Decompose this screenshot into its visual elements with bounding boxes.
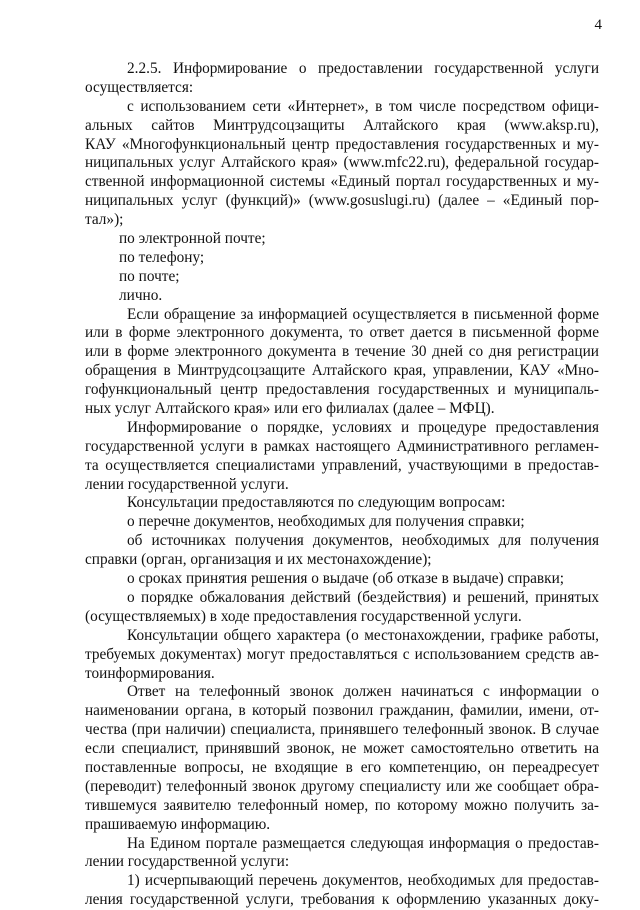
text-line: по почте;: [119, 267, 180, 285]
text-line: (осуществляемых) в ходе предоставления государственной услуги.: [85, 607, 522, 625]
text-line: тившемуся заявителю телефонный номер, по которому можно получить за‑: [85, 796, 599, 814]
text-line: обращения в Минтрудсоцзащите Алтайского края, управлении, КАУ «Мно‑: [85, 362, 599, 380]
text-line: ственной информационной системы «Единый портал государственных и му‑: [85, 173, 599, 191]
text-line: с использованием сети «Интернет», в том числе посредством офици‑: [127, 97, 599, 115]
text-line: Информирование о порядке, условиях и процедуре предоставления: [127, 418, 599, 436]
text-line: по телефону;: [119, 248, 205, 266]
text-line: (переводит) телефонный звонок другому специалисту или же сообщает обра‑: [85, 777, 599, 795]
text-line: если специалист, принявший звонок, не может самостоятельно ответить на: [85, 740, 599, 758]
text-line: альных сайтов Минтрудсоцзащиты Алтайского края (www.aksp.ru),: [85, 116, 599, 134]
text-line: или в форме электронного документа, то ответ дается в письменной форме: [85, 324, 599, 342]
text-line: 2.2.5. Информирование о предоставлении государственной услуги: [127, 60, 599, 77]
text-line: Если обращение за информацией осуществляется в письменной форме: [127, 305, 599, 323]
text-line: КАУ «Многофункциональный центр предоставления государственных и му‑: [85, 135, 599, 153]
text-line: о порядке обжалования действий (бездействия) и решений, принятых: [127, 588, 599, 606]
text-line: чества (при наличии) специалиста, принявшего телефонный звонок. В случае: [85, 721, 599, 739]
text-line: гофункциональный центр предоставления государственных и муниципаль‑: [85, 381, 599, 399]
text-line: тал»);: [85, 211, 124, 229]
text-line: ных услуг Алтайского края» или его филиалах (далее – МФЦ).: [85, 400, 495, 418]
text-line: 1) исчерпывающий перечень документов, необходимых для предостав‑: [127, 872, 599, 890]
text-line: или в форме электронного документа в течение 30 дней со дня регистрации: [85, 343, 599, 361]
text-line: по электронной почте;: [119, 230, 266, 248]
text-line: лично.: [119, 286, 163, 304]
text-line: осуществляется:: [85, 78, 194, 96]
text-line: На Едином портале размещается следующая информация о предостав‑: [127, 834, 599, 852]
text-line: ниципальных услуг (функций)» (www.gosuslugi.ru) (далее – «Единый пор‑: [85, 192, 599, 210]
body-text: [85, 60, 599, 910]
text-line: лении государственной услуги:: [85, 853, 290, 871]
text-line: ниципальных услуг Алтайского края» (www.mfc22.ru), федеральной государ‑: [85, 154, 599, 172]
text-line: Консультации общего характера (о местонахождении, графике работы,: [127, 626, 599, 644]
text-line: о перечне документов, необходимых для получения справки;: [127, 513, 525, 531]
text-line: прашиваемую информацию.: [85, 815, 271, 833]
text-line: требуемых документах) могут предоставляться с использованием средств ав‑: [85, 645, 599, 663]
text-line: тоинформирования.: [85, 664, 215, 682]
text-line: справки (орган, организация и их местонахождение);: [85, 551, 432, 569]
text-line: Ответ на телефонный звонок должен начинаться с информации о: [127, 683, 599, 701]
text-line: поставленные вопросы, не входящие в его компетенцию, он переадресует: [85, 758, 599, 776]
page-number: 4: [594, 17, 602, 33]
text-line: та осуществляется специалистами управлений, участвующими в предостав‑: [85, 456, 599, 474]
text-line: лении государственной услуги.: [85, 475, 289, 493]
text-line: наименовании органа, в который позвонил гражданин, фамилии, имени, от‑: [85, 702, 599, 720]
text-line: государственной услуги в рамках настоящего Административного регламен‑: [85, 437, 599, 455]
text-line: ления государственной услуги, требования к оформлению указанных доку‑: [85, 891, 599, 909]
text-line: Консультации предоставляются по следующим вопросам:: [127, 494, 506, 512]
text-line: о сроках принятия решения о выдаче (об отказе в выдаче) справки;: [127, 570, 565, 588]
text-line: об источниках получения документов, необходимых для получения: [127, 532, 599, 550]
